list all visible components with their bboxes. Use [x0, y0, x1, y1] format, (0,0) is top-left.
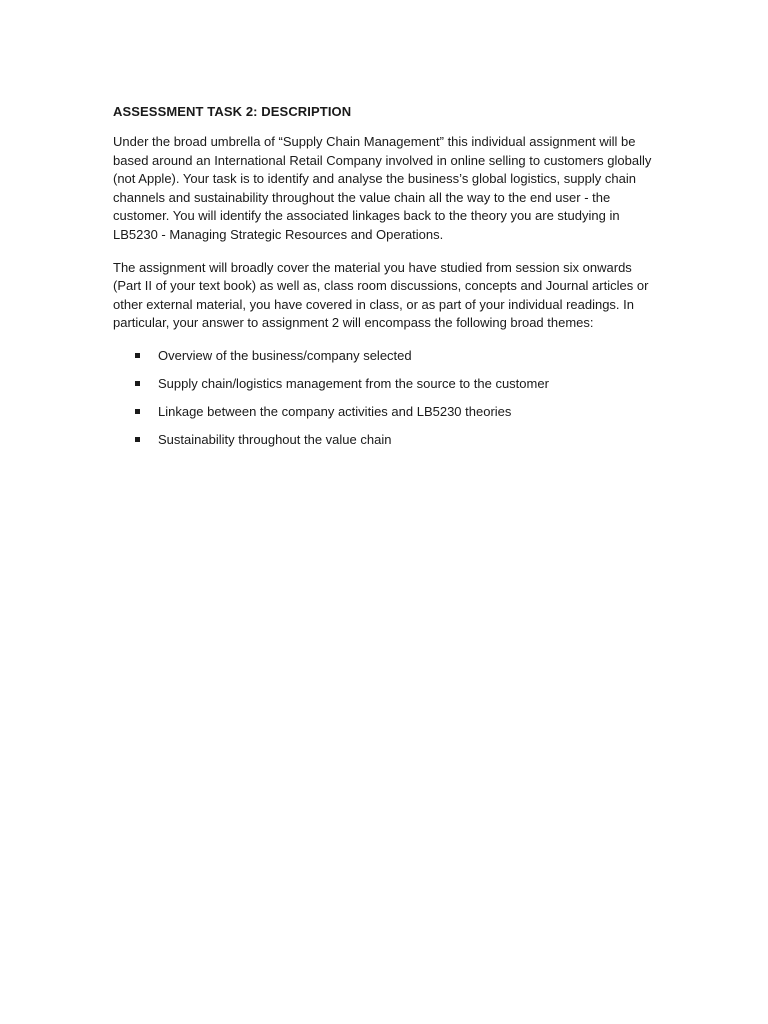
square-bullet-icon: [135, 437, 140, 442]
square-bullet-icon: [135, 353, 140, 358]
themes-list: [113, 347, 661, 449]
paragraph-scope: The assignment will broadly cover the material you have studied from session six onwards (Part II of your text book) as well as, class room discussions, concepts and Journal articles or other external material, you have covered in class, or as part of your individual readings. In particular, your answer to assignment 2 will encompass the following broad themes:: [113, 259, 649, 331]
list-item: [113, 403, 661, 421]
document-content: [113, 103, 661, 459]
list-item: [113, 375, 661, 393]
list-item-text: Overview of the business/company selected: [158, 347, 412, 363]
square-bullet-icon: [135, 409, 140, 414]
list-item: [113, 347, 661, 365]
list-item-text: Sustainability throughout the value chain: [158, 431, 392, 447]
paragraph-intro: Under the broad umbrella of “Supply Chain Management” this individual assignment will be based around an International Retail Company involved in online selling to customers globally (not Apple). Your task is to identify and analyse the business’s global logistics, supply chain channels and sustainability throughout the value chain all the way to the end user - the customer. You will identify the associated linkages back to the theory you are studying in LB5230 - Managing Strategic Resources and Operations.: [113, 134, 652, 242]
square-bullet-icon: [135, 381, 140, 386]
list-item-text: Supply chain/logistics management from the source to the customer: [158, 375, 549, 391]
list-item: [113, 431, 661, 449]
document-heading: ASSESSMENT TASK 2: DESCRIPTION: [113, 104, 352, 119]
list-item-text: Linkage between the company activities and LB5230 theories: [158, 403, 512, 419]
